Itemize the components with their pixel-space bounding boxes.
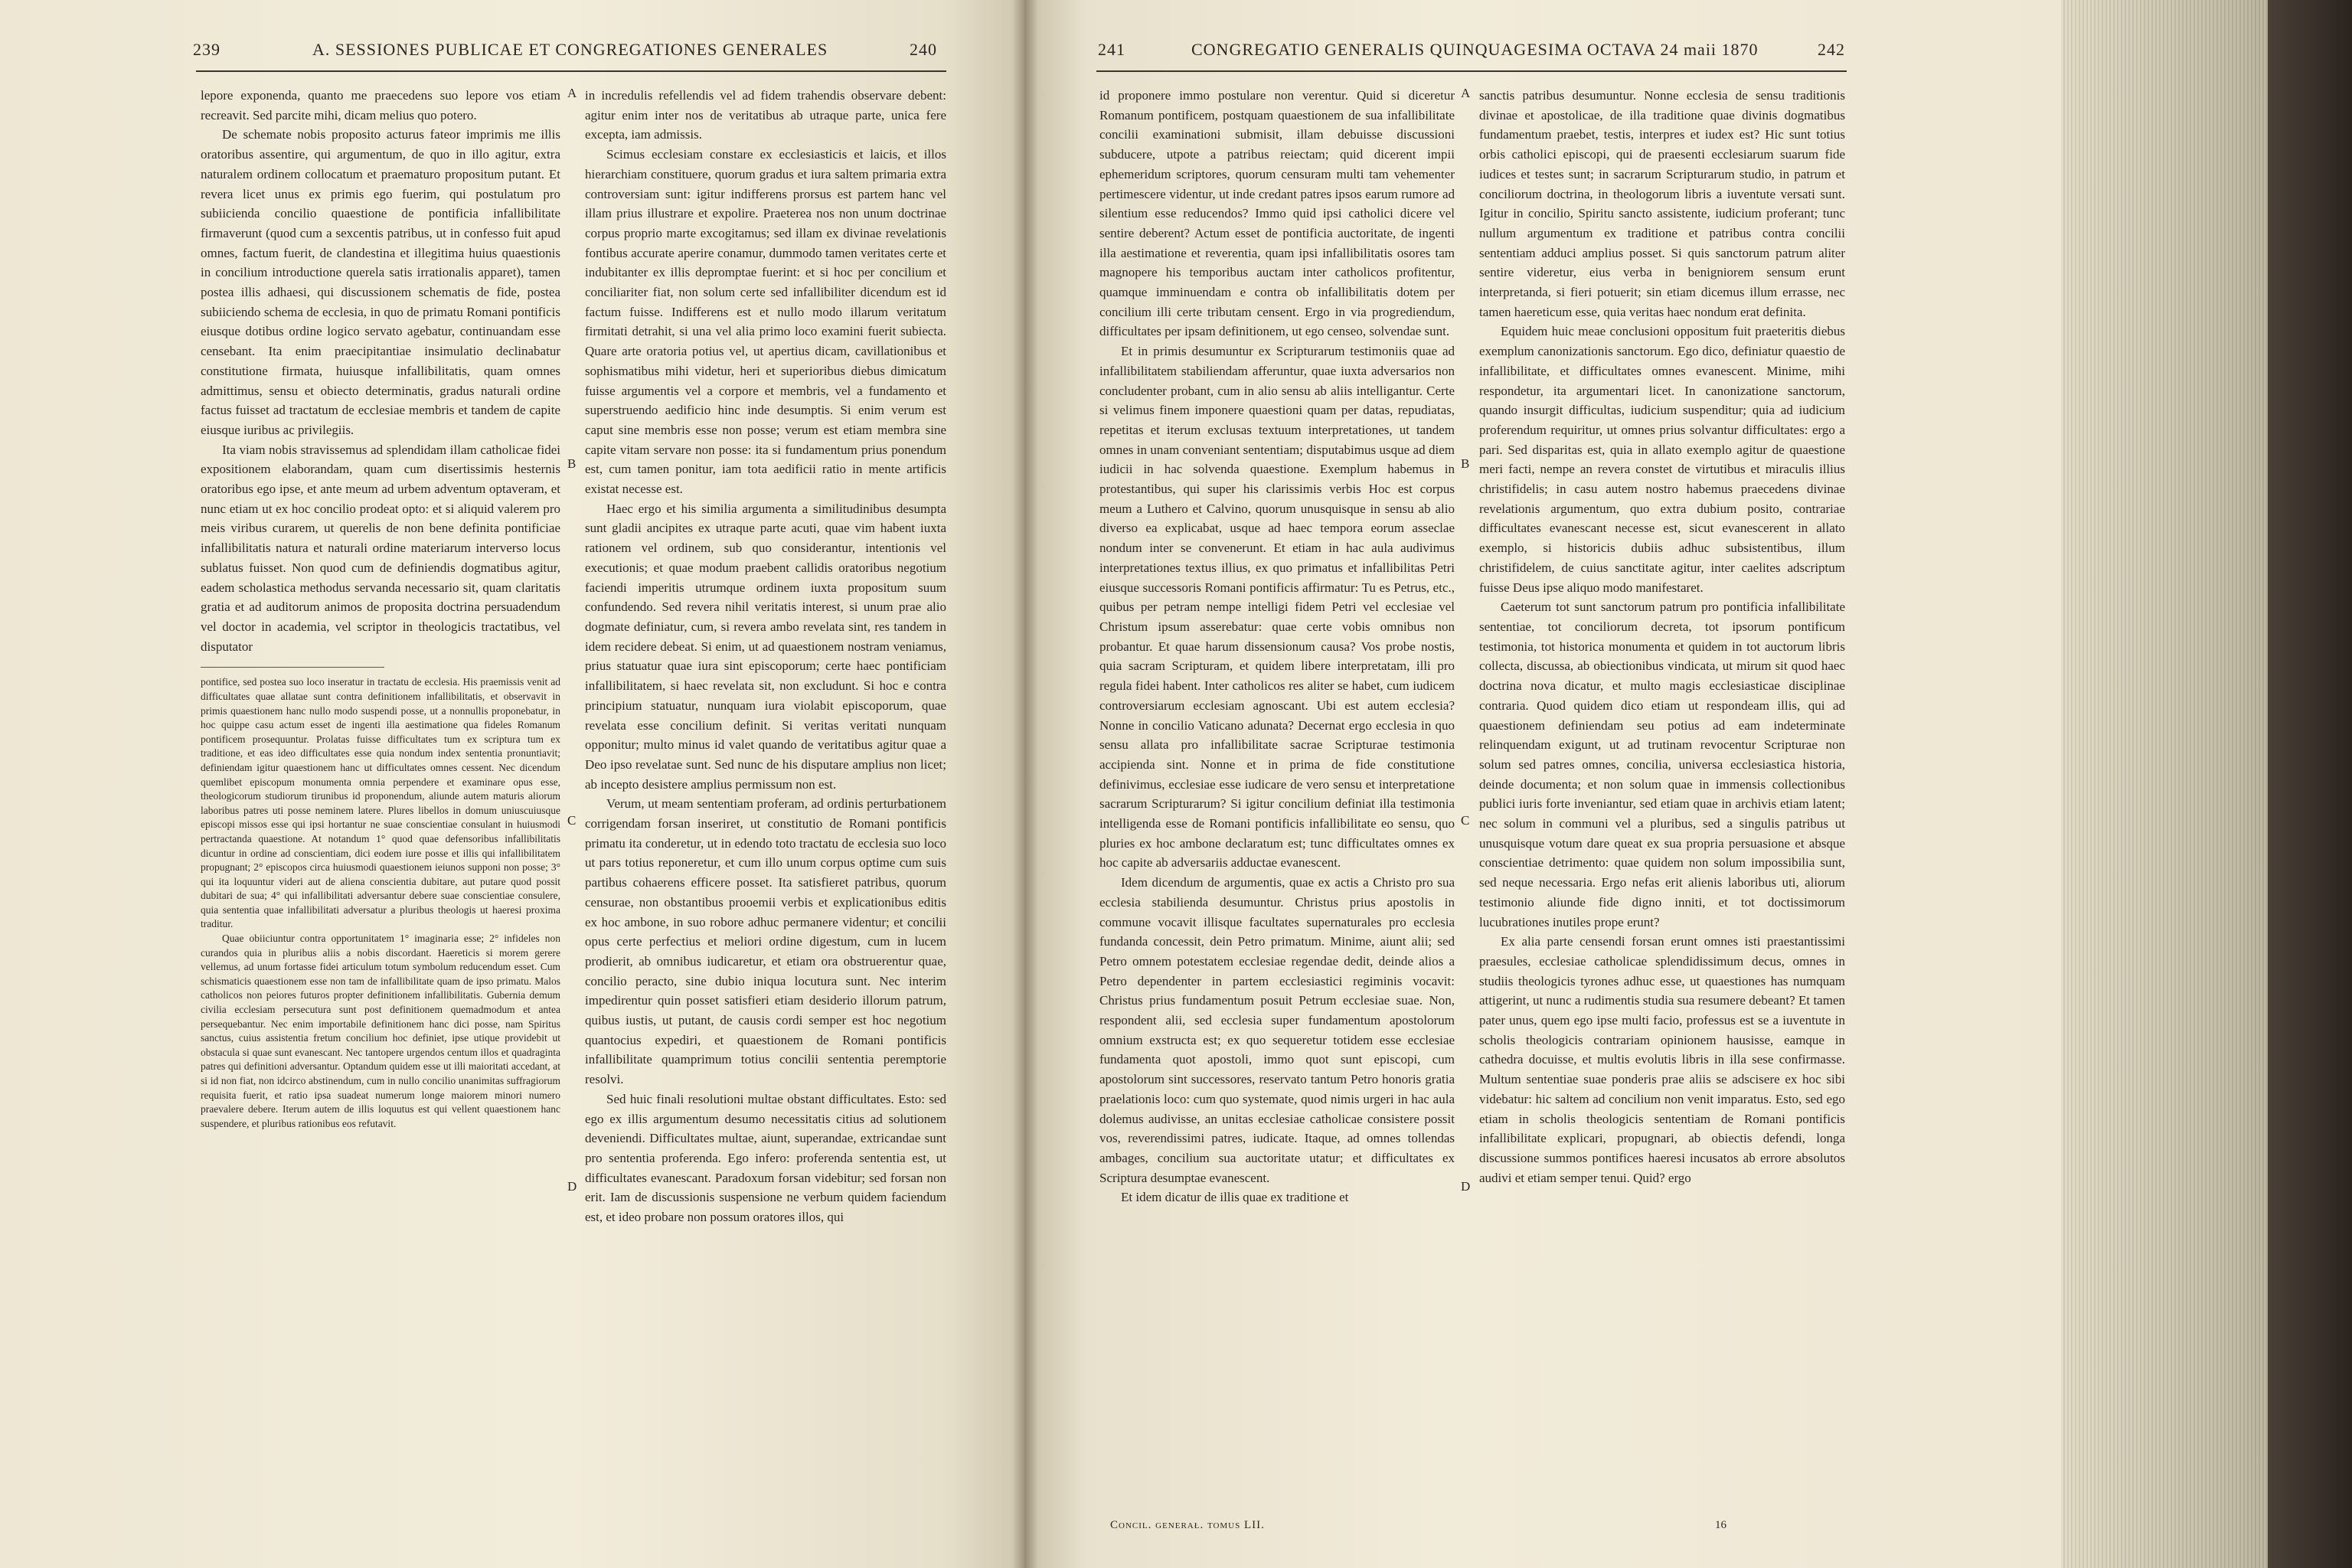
left-running-head: [0, 40, 1024, 70]
column-footnotes: [201, 675, 560, 1131]
right-running-head: [1024, 40, 2061, 70]
book-cover: [2268, 0, 2352, 1568]
page-number-239: 239: [193, 40, 220, 59]
paragraph: Ita viam nobis stravissemus ad splendidam illam catholicae fidei expositionem elaborandam, quam cum disertissimis hesternis oratoribus ego ipse, et ante meum ad urbem adventum optaveram, et nunc etiam ut ex hoc concilio prodeat opto: et si aliquid valerem pro meis viribus curarem, ut querelis de non bene definita pontificiae infallibilitatis natura et naturali ordine materiarum interverso locus sublatus fuisset. Non quod cum de definiendis dogmatibus agitur, eadem scholastica methodus servanda necessario sit, quam claritatis gratia et ad auditorum animos de proposita doctrina persuadendum vel doctor in academia, vel scriptor in theologicis tractatibus, vel disputator: [201, 442, 560, 654]
paragraph: Caeterum tot sunt sanctorum patrum pro pontificia infallibilitate sententiae, tot conciliorum decreta, tot ipsorum pontificum testimonia, tot historica monumenta et quidem in tot auctorum libris collecta, discussa, ab obiectionibus vindicata, ut mirum sit quod haec doctrina nova dicatur, et multo magis ecclesiasticae disciplinae contraria. Quod quidem dico etiam ut respondeam illis, qui ad quaestionem definiendam seu potius ad eam indeterminate relinquendam exigunt, ut ad trutinam revocentur Scripturae non solum sed patres omnes, concilia, universa ecclesiastica historia, deinde documenta; et non solum quae in immensis collectionibus publici iuris forte inveniantur, sed etiam quae in archivis etiam latent; nec solum in communi vel a pluribus, sed a singulis patribus ut unusquisque votum dare queat ex sua propria persuasione et absque conscientiae detrimento: quae quidem non solum impossibilia sunt, sed neque necessaria. Ergo nefas erit alienis laboribus uti, aliorum testimonio aliunde fide digno inniti, et tot doctissimorum lucubrationes inutiles prope erunt?: [1479, 599, 1845, 929]
footnote-paragraph: Quae obiiciuntur contra opportunitatem 1° imaginaria esse; 2° infideles non curandos quia in pluribus aliis a nobis discordant. Haereticis si morem gerere vellemus, ad unum fortasse fidei articulum totum symbolum reducendum esset. Cum schismaticis quaestionem esse non tam de infallibilitate quam de ipso primatu. Malos catholicos non peiores futuros propter definitionem infallibilitatis. Guberniа demum civilia ecclesiam persecutura sunt post definitionem quemadmodum et antea persequebantur. Nec enim importabile definitionem hanc dici posse, nam Spiritus sanctus, cuius assistentia fretum concilium hoc definiet, ipse utique providebit ut obstacula si quae sunt evanescant. Nec tantopere urgendos centum illos et quadraginta patres qui definitioni adversantur. Optandum quidem esse ut illi maioritati accedant, at si id non fiat, non idcirco abstinendum, cum in nullo concilio unanimitas suffragiorum requisita fuerit, et ratio ipsa suadeat numerum longe maiorem minori numero praevalere debere. Iterum autem de illis loquutus est qui vellent quaestionem hanc suspendere, et pluribus rationibus eos refutavit.: [201, 933, 560, 1129]
page-number-240: 240: [910, 40, 937, 59]
footnote-separator: [201, 667, 384, 668]
right-column-1: [1099, 86, 1455, 1207]
paragraph: Equidem huic meae conclusioni oppositum fuit praeteritis diebus exemplum canonizationis sanctorum. Ego dico, definiatur quaestio de infallibilitate, et difficultates omnes evanescent. Minime, mihi respondetur, ita argumentari licet. In canonizatione sanctorum, quando insurgit difficultas, iudicium suspenditur; quia ad iudicium proferendum requiritur, ut omnes prius solvantur difficultates: ergo a pari. Sed disparitas est, quia in allato exemplo agitur de quaestione meri facti, nempe an revera constet de virtutibus et miraculis illius christifidelis; in casu autem nostro habemus praecedens divinae revelationis argumentum, quo extra dubium posito, contrariae difficultates evanescant necesse est, sicut evanescerent in allato exemplo, si historicis dubiis adhuc subsistentibus, illum christifidelem, de cuius sanctitate agitur, inter caelites adscriptum fuisse Deus ipse aliquo modo manifestaret.: [1479, 324, 1845, 595]
paragraph: Idem dicendum de argumentis, quae ex actis a Christo pro sua ecclesia stabilienda desumuntur. Christus prius apostolis in commune vocavit illisque facultates supernaturales pro ecclesia fundanda concessit, dein Petro primatum. Minime, aiunt alii; sed Petro omnem potestatem ecclesiae regendae dedit, deinde alios a Petro dependenter in partem ecclesiastici regiminis vocavit: Christus prius fundamentum posuit Petrum ecclesiae suae. Non, respondent alii, sed ecclesia super fundamentum apostolorum omnium exstructa est; ex quo sequeretur totidem esse ecclesiae fundamenta quot apostoli, immo quot sunt episcopi, cum apostolorum sint successores, reservato tantum Petro honoris gratia praelationis loco: cum quo systemate, quod nimis urgeri in hac aula dolemus audivisse, an unitas ecclesiae catholicae consistere possit vos, reverendissimi patres, iudicate. Itaque, ad omnes tollendas ambages, concilium sua auctoritate utatur; et difficultates ex Scriptura desumptae evanescent.: [1099, 875, 1455, 1185]
margin-letter-b: B: [567, 456, 577, 471]
book-gutter: [1012, 0, 1038, 1568]
page-number-242: 242: [1818, 40, 1845, 59]
margin-letter-a: A: [567, 86, 577, 100]
paragraph: Et idem dicatur de illis quae ex traditione et: [1121, 1190, 1349, 1205]
running-head-title: CONGREGATIO GENERALIS QUINQUAGESIMA OCTAVA 24 maii 1870: [1191, 40, 1759, 59]
margin-letter-d: D: [1461, 1179, 1471, 1194]
margin-letter-d: D: [567, 1179, 577, 1194]
left-column-2: [585, 86, 946, 1227]
header-rule: [196, 70, 946, 72]
page-edges: [2061, 0, 2268, 1568]
volume-signature: Concil. generał. tomus LII.: [1110, 1519, 1265, 1531]
paragraph: lepore exponenda, quanto me praecedens suo lepore vos etiam recreavit. Sed parcite mihi, dicam melius quo potero.: [201, 88, 560, 122]
paragraph: Haec ergo et his similia argumenta a similitudinibus desumpta sunt gladii ancipites ex utraque parte acuti, quae vim habent iuxta rationem vel ordinem, sub quo considerantur, intentionis vel executionis; et quae modum praebent callidis oratoribus negotium faciendi imperitis utrumque ordinem iuxta propositum suum confundendo. Sed revera nihil veritatis interest, si unum prae alio dogmate definiatur, cum, si revera ambo revelata sint, res tandem in idem recidere debeat. Si enim, ut ad quaestionem nostram veniamus, prius statuatur quae iura sint episcoporum; certe haec pontificiam infallibilitatem, si haec revelata sit, non excludunt. Si hoc e contra principium statuatur, nunquam iura violabit episcoporum, quae revelata esse concilium definit. Si veritas veritati nunquam opponitur; multo minus id valet quando de veritatibus agitur quae a Deo ipso revelatae sunt. Sed nunc de his disputare amplius non licet; ab incepto desistere amplius permissum non est.: [585, 501, 946, 792]
left-column-1: [201, 86, 560, 1131]
margin-letter-b: B: [1461, 456, 1470, 471]
paragraph: Ex alia parte censendi forsan erunt omnes isti praestantissimi praesules, ecclesiae catholicae splendidissimum decus, omnes in studiis theologicis tyrones adhuc esse, ut quaestiones has numquam attigerint, ut nunc a rudimentis studia sua resumere debeant? Et tamen pater unus, quem ego ipse multi facio, professus est se a iuventute in scholis theologicis contrariam opinionem hausisse, eamque in cathedra docuisse, et multis evolutis libris in illa sese confirmasse. Multum sententiae suae ponderis prae aliis se adscisere ex hoc sibi videbatur: hic saltem ad concilium non venit imparatus. Esto, sed ego etiam in scholis theologicis sententiam de Romani pontificis infallibilitate explicari, propugnari, ab obiectis defendi, longa discussione summos pontifices haeresi incusatos ab errore absolutos audivi et etiam semper tenui. Quid? ergo: [1479, 934, 1845, 1185]
column-body: [201, 86, 560, 656]
paragraph: Scimus ecclesiam constare ex ecclesiasticis et laicis, et illos hierarchiam constituere, quorum gradus et iura saltem primaria extra controversiam sunt: igitur indifferens prorsus est partem hanc vel illam prius illustrare et expolire. Praeterea nos non unum doctrinae corpus proprio marte excogitamus; sed illam ex divinae revelationis fontibus accurate aperire conamur, dummodo tamen veritates certe et indubitanter ex illis depromptae fuerint: et si hoc per concilium et conciliariter fiat, non solum certe sed infallibiliter dicendum est id factum fuisse. Indifferens est et nullo modo illarum veritatum firmitati detrahit, si una vel alia primo loco examini fuerit subiecta. Quare arte oratoria potius vel, ut apertius dicam, cavillationibus et sophismatibus mihi videtur, heri et superioribus diebus dimicatum fuisse argumentis vel a corpore et membris, vel a fundamento et superstruendo aedificio hinc inde desumptis. Si enim verum est caput sine membris esse non posse; verum est etiam membra sine capite vitam servare non posse: ita si fundamentum prius ponendum est, cum tamen ponitur, iam tota aedificii ratio in mente artificis existat necesse est.: [585, 147, 946, 497]
paragraph: Sed huic finali resolutioni multae obstant difficultates. Esto: sed ego ex illis argumentum desumo necessitatis citius ad solutionem deveniendi. Difficultates multae, aiunt, superandae, extricandae sunt pro sententia proferenda. Ego infero: proferenda sententia est, ut difficultates evanescant. Paradoxum forsan videbitur; sed forsan non erit. Iam de discussionis suspensione ne verbum quidem faciendum est, et ideo probare non possum oratores illos, qui: [585, 1091, 946, 1225]
column-body: [1099, 86, 1455, 1207]
margin-letter-c: C: [1461, 813, 1470, 828]
column-body: [1479, 86, 1845, 1187]
header-rule: [1096, 70, 1847, 72]
right-page: [1024, 0, 2061, 1568]
margin-letter-a: A: [1461, 86, 1471, 100]
paragraph: id proponere immo postulare non verentur. Quid si diceretur Romanum pontificem, postquam quaestionem de sua infallibilitate concilii examinationi submisit, illam debuisse discussioni subducere, utpote a patribus reiectam; quid dicerent impii ephemeridum scriptores, quorum censuram multi tam vehementer pertimescere videntur, ut inde credant patres ipsos earum rumore ad silentium esse reducendos? Immo quid ipsi catholici dicere vel sentire deberent? Actum esset de pontificia auctoritate, de ingenti illa aestimatione et reverentia, quam ipsi infallibilitatis osores tam magnopere his temporibus auctam inter catholicos profitentur, quamque imminuendam e contra ob infallibilitatis dotem per concilium illi certe tributam censent. Ergo in via progrediendum, difficultates per ipsam definitionem, ut ego censeo, solvendae sunt.: [1099, 88, 1455, 339]
paragraph: in incredulis refellendis vel ad fidem trahendis observare debent: agitur enim inter nos de veritatibus ab utraque parte, unica fere excepta, iam admissis.: [585, 88, 946, 142]
paragraph: sanctis patribus desumuntur. Nonne ecclesia de sensu traditionis divinae et apostolicae, de illa traditione quae divinis dogmatibus fundamentum praebet, testis, interpres et iudex est? Hic sunt totius orbis catholici episcopi, qui de praesenti ecclesiarum suarum fide iudices et testes sunt; in sacrarum Scripturarum studio, in patrum et conciliorum doctrina, in theologorum libris a iuventute versati sunt. Igitur in concilio, Spiritu sancto assistente, iudicium proferant; tunc nullum argumentum ex traditione et patribus contra concilii sententiam adduci amplius posset. Si quis sanctorum patrum aliter sentire videretur, eius verba in benigniorem sensum erunt interpretanda, si fieri potuerit; sin etiam dicemus illum errasse, nec tamen haereticum esse, quia veritas haec nondum erat definita.: [1479, 88, 1845, 319]
left-page: [0, 0, 1024, 1568]
paragraph: Verum, ut meam sententiam proferam, ad ordinis perturbationem corrigendam forsan inseriret, ut constitutio de Romani pontificis primatu ita conderetur, ut in edendo toto tractatu de ecclesia suo loco ut pars totius reponeretur, et cum illo unum corpus optime cum suis partibus cohaerens efficere posset. Ita satisfieret patribus, quorum censurae, non obstantibus prooemii verbis et explicationibus editis ex hoc ambone, in suo robore adhuc permanere videntur; et concilii opus certe perfectius et meliori ordine digestum, cum in lucem prodierit, ab omnibus iudicaretur, et etiam ora obstruerentur quae, concilio peracto, sine dubio iniqua locutura sunt. Nec interim impedirentur quin posset satisfieri etiam desiderio illorum patrum, quibus iustis, ut putant, de causis cordi semper est hoc negotium quantocius expediri, et quaestionem de Romani pontificis infallibilitate quamprimum totius concilii sententia peremptorie resolvi.: [585, 796, 946, 1087]
paragraph: Et in primis desumuntur ex Scripturarum testimoniis quae ad infallibilitatem stabiliendam afferuntur, quae iuxta adversarios non concludenter probant, cum in alio sensu ab aliis intelligantur. Certe si velimus finem imponere quaestioni quam per datas, repudiatas, repetitas et iterum exclusas textuum interpretationes, ut tandem omnes in unam conveniant sententiam; disputabimus usque ad diem iudicii in hac solvenda quaestione. Exemplum habemus in protestantibus, qui super his clarissimis verbis Hoc est corpus meum a Luthero et Calvino, quorum unusquisque in sensu ab alio diverso ea explicabat, usque ad haec tempora eorum asseclae nondum inter se convenerunt. Et etiam in hac aula audivimus interpretationes textus illius, ex quo primatus et infallibilitas Petri eiusque successoris Romani pontificis affirmatur: Tu es Petrus, etc., quibus per petram nempe intelligi fidem Petri vel ecclesiae vel Christum ipsum asserebatur: quae certe vobis omnibus non probantur. Et quae harum dissensionum causa? Vos probe nostis, quia sacram Scripturam, et quidem libere interpretatam, illi pro regula fidei habent. Inter catholicos res aliter se habet, cum iudicem controversiarum ecclesiam agnoscant. Ubi est autem ecclesia? Nonne in concilio Vaticano adunata? Decernat ergo ecclesia in quo sensu allata pro infallibilitate sacrae Scripturae testimonia accipienda sint. Nonne et in prima de fide constitutione definivimus, ecclesiae esse iudicare de vero sensu et interpretatione sacrarum Scripturarum? Si igitur concilium definiat illa testimonia intelligenda esse de Romani pontificis infallibilitate eo sensu, quo pluries ex hoc ambone declaratum est; tunc difficultates omnes ex hoc capite ab adversariis adductae evanescent.: [1099, 344, 1455, 871]
running-head-title: A. SESSIONES PUBLICAE ET CONGREGATIONES GENERALES: [312, 40, 828, 59]
page-number-241: 241: [1098, 40, 1125, 59]
right-column-2: [1479, 86, 1845, 1187]
margin-letter-c: C: [567, 813, 577, 828]
signature-number: 16: [1715, 1519, 1726, 1531]
footnote-paragraph: pontifice, sed postea suo loco inseratur in tractatu de ecclesia. His praemissis venit ad difficultates quae allatae sunt contra definitionem infallibilitatis, et observavit in primis quaestionem hanc nullo modo suspendi posse, ut a nonnullis proponebatur, in hoc quippe casu actum esset de ingenti illa aestimatione qua fideles Romanum pontificem prosequuntur. Prolatas fuisse difficultates tum ex scriptura tum ex traditione, et eas ideo difficultates esse quia nondum index sententia pronuntiavit; definiendam igitur quaestionem hanc ut difficultates omnes cessent. Nec dicendum quemlibet episcopum monumenta omnia perpendere et examinare opus esse, theologicorum studiorum tirunibus id proponendum, aliunde autem maturis aliorum laboribus patres uti posse neminem latere. Plures libellos in domum uniuscuiusque episcopi missos esse qui ipsi hortantur ne suae conscientiae consulant in huiusmodi pertractanda quaestione. At notandum 1° quod quae defensoribus infallibilitatis dicuntur in ordine ad conscientiam, dici eodem iure posse et illis qui infallibilitatem propugnant; 2° episcopos circa huiusmodi quaestionem ieiunos supponi non posse; 3° qui ita loquuntur videri aut de aliena conscientia dubitare, aut putare quod possit dubitari de sua; 4° qui infallibilitati adversantur debere suae conscientiae consulere, quia sententia quae infallibilitati adversatur a pluribus theologis ut haeresi proxima traditur.: [201, 676, 560, 930]
column-body: [585, 86, 946, 1227]
paragraph: De schemate nobis proposito acturus fateor imprimis me illis oratoribus assentire, qui argumentum, de quo in illo agitur, extra naturalem ordinem collocatum et praematuro propositum putant. Et revera licet unus ex primis ego fuerim, qui postulatum pro subiicienda concilio quaestione de pontificia infallibilitate firmaverunt (quod cum a sexcentis patribus, ut in confesso fuit apud omnes, factum fuerit, de clandestina et illegitima huius quaestionis in concilium introductione querela satis irrationalis apparet), tamen postea illis adhaesi, qui discussionem schematis de fide, postea subiiciendo schema de ecclesia, in quo de primatu Romani pontificis eiusque dotibus ordine logico servato agebatur, continuandam esse censebant. Ita enim praecipitantiae insimulatio declinabatur constitutione firmata, huiusque infallibilitatis, quam omnes admittimus, sensu et obiecto determinatis, gradus naturali ordine factus fuisset ad tractatum de ecclesiae membris et tandem de capite eiusque iuribus ac privilegiis.: [201, 127, 560, 437]
